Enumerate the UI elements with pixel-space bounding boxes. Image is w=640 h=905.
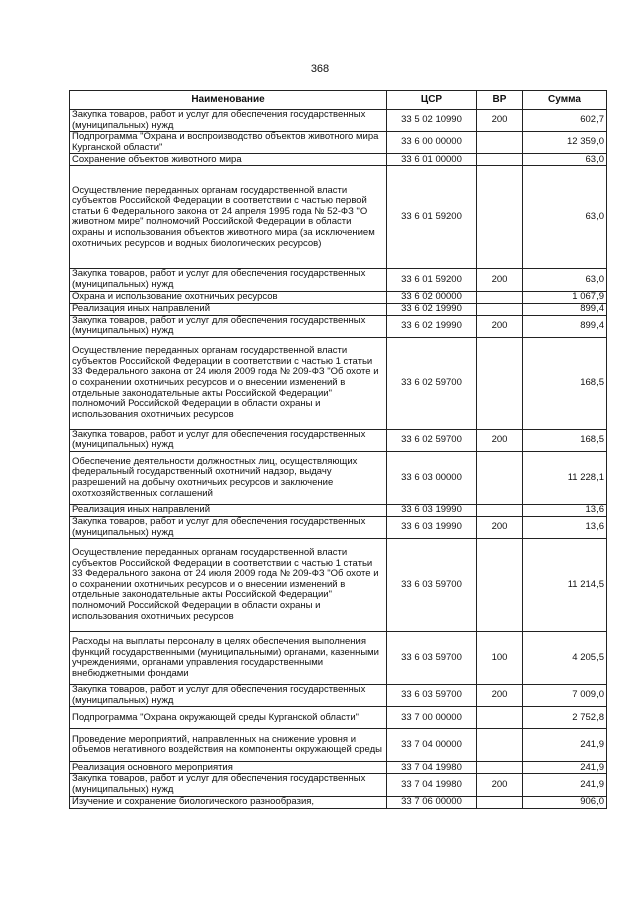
cell-sum: 899,4 xyxy=(523,315,607,337)
cell-vr: 200 xyxy=(477,269,523,291)
cell-sum: 168,5 xyxy=(523,429,607,451)
cell-sum: 602,7 xyxy=(523,110,607,132)
cell-name: Закупка товаров, работ и услуг для обеспечения государственных (муниципальных) нужд xyxy=(70,516,387,538)
cell-sum: 1 067,9 xyxy=(523,291,607,303)
header-vr: ВР xyxy=(477,91,523,110)
cell-name: Охрана и использование охотничьих ресурсов xyxy=(70,291,387,303)
cell-sum: 241,9 xyxy=(523,762,607,774)
table-row xyxy=(70,729,607,762)
cell-sum: 13,6 xyxy=(523,516,607,538)
header-sum: Сумма xyxy=(523,91,607,110)
page-number: 368 xyxy=(310,63,330,75)
table-row xyxy=(70,707,607,729)
cell-sum: 899,4 xyxy=(523,303,607,315)
cell-name: Закупка товаров, работ и услуг для обеспечения государственных (муниципальных) нужд xyxy=(70,774,387,796)
cell-csr: 33 6 00 00000 xyxy=(387,132,477,154)
budget-table xyxy=(69,90,607,809)
cell-csr: 33 6 01 59200 xyxy=(387,166,477,269)
table-row xyxy=(70,269,607,291)
cell-sum: 2 752,8 xyxy=(523,707,607,729)
table-row xyxy=(70,132,607,154)
cell-name: Осуществление переданных органам государственной власти субъектов Российской Федерации в соответствии с частью первой статьи 6 Федерального закона от 24 апреля 1995 года № 52-ФЗ "О животном мире" полномочий Российской Федерации в области охраны и использования объектов животного мира (за исключением охотничьих ресурсов и водных биологических ресурсов) xyxy=(70,166,387,269)
table-row xyxy=(70,796,607,808)
cell-name: Осуществление переданных органам государственной власти субъектов Российской Федерации в соответствии с частью 1 статьи 33 Федерального закона от 24 июля 2009 года № 209-ФЗ "Об охоте и о сохранении охотничьих ресурсов и о внесении изменений в отдельные законодательные акты Российской Федерации" полномочий Российской Федерации в области охраны и использования охотничьих ресурсов xyxy=(70,337,387,429)
cell-csr: 33 7 04 19980 xyxy=(387,762,477,774)
cell-sum: 241,9 xyxy=(523,729,607,762)
cell-vr: 200 xyxy=(477,774,523,796)
table-row xyxy=(70,774,607,796)
cell-csr: 33 6 01 59200 xyxy=(387,269,477,291)
cell-vr xyxy=(477,707,523,729)
cell-vr xyxy=(477,337,523,429)
table-row xyxy=(70,451,607,504)
cell-csr: 33 6 03 59700 xyxy=(387,632,477,685)
table-row xyxy=(70,516,607,538)
cell-name: Закупка товаров, работ и услуг для обеспечения государственных (муниципальных) нужд xyxy=(70,685,387,707)
cell-name: Изучение и сохранение биологического разнообразия, xyxy=(70,796,387,808)
cell-name: Подпрограмма "Охрана окружающей среды Курганской области" xyxy=(70,707,387,729)
cell-csr: 33 6 02 59700 xyxy=(387,337,477,429)
cell-sum: 63,0 xyxy=(523,154,607,166)
cell-vr: 200 xyxy=(477,429,523,451)
cell-vr xyxy=(477,796,523,808)
cell-vr xyxy=(477,166,523,269)
cell-vr: 200 xyxy=(477,685,523,707)
table-header-row xyxy=(70,91,607,110)
cell-name: Осуществление переданных органам государственной власти субъектов Российской Федерации в соответствии с частью 1 статьи 33 Федерального закона от 24 июля 2009 года № 209-ФЗ "Об охоте и о сохранении охотничьих ресурсов и о внесении изменений в отдельные законодательные акты Российской Федерации" полномочий Российской Федерации в области охраны и использования охотничьих ресурсов xyxy=(70,539,387,632)
table-row xyxy=(70,632,607,685)
cell-sum: 168,5 xyxy=(523,337,607,429)
cell-vr xyxy=(477,504,523,516)
cell-sum: 13,6 xyxy=(523,504,607,516)
cell-sum: 11 214,5 xyxy=(523,539,607,632)
cell-csr: 33 5 02 10990 xyxy=(387,110,477,132)
cell-csr: 33 7 04 00000 xyxy=(387,729,477,762)
cell-vr: 200 xyxy=(477,315,523,337)
cell-vr: 200 xyxy=(477,110,523,132)
cell-sum: 4 205,5 xyxy=(523,632,607,685)
header-name: Наименование xyxy=(70,91,387,110)
cell-name: Подпрограмма "Охрана и воспроизводство объектов животного мира Курганской области" xyxy=(70,132,387,154)
cell-csr: 33 6 02 00000 xyxy=(387,291,477,303)
cell-vr: 100 xyxy=(477,632,523,685)
cell-csr: 33 6 03 59700 xyxy=(387,539,477,632)
cell-vr xyxy=(477,154,523,166)
cell-csr: 33 6 02 19990 xyxy=(387,303,477,315)
cell-name: Реализация иных направлений xyxy=(70,303,387,315)
cell-csr: 33 7 06 00000 xyxy=(387,796,477,808)
table-row xyxy=(70,337,607,429)
cell-csr: 33 6 03 59700 xyxy=(387,685,477,707)
table-row xyxy=(70,110,607,132)
cell-name: Закупка товаров, работ и услуг для обеспечения государственных (муниципальных) нужд xyxy=(70,429,387,451)
cell-vr: 200 xyxy=(477,516,523,538)
cell-vr xyxy=(477,132,523,154)
cell-csr: 33 6 03 19990 xyxy=(387,504,477,516)
table-row xyxy=(70,166,607,269)
table-row xyxy=(70,303,607,315)
cell-csr: 33 6 02 59700 xyxy=(387,429,477,451)
cell-csr: 33 6 03 00000 xyxy=(387,451,477,504)
cell-vr xyxy=(477,291,523,303)
cell-name: Проведение мероприятий, направленных на снижение уровня и объемов негативного воздействия на компоненты окружающей среды xyxy=(70,729,387,762)
cell-name: Закупка товаров, работ и услуг для обеспечения государственных (муниципальных) нужд xyxy=(70,110,387,132)
cell-csr: 33 7 00 00000 xyxy=(387,707,477,729)
cell-sum: 906,0 xyxy=(523,796,607,808)
table-row xyxy=(70,315,607,337)
cell-csr: 33 6 03 19990 xyxy=(387,516,477,538)
cell-sum: 12 359,0 xyxy=(523,132,607,154)
table-row xyxy=(70,291,607,303)
cell-csr: 33 6 01 00000 xyxy=(387,154,477,166)
cell-vr xyxy=(477,451,523,504)
cell-vr xyxy=(477,303,523,315)
table-row xyxy=(70,762,607,774)
cell-vr xyxy=(477,539,523,632)
header-csr: ЦСР xyxy=(387,91,477,110)
cell-sum: 11 228,1 xyxy=(523,451,607,504)
table-row xyxy=(70,685,607,707)
cell-csr: 33 6 02 19990 xyxy=(387,315,477,337)
cell-csr: 33 7 04 19980 xyxy=(387,774,477,796)
table-row xyxy=(70,154,607,166)
cell-name: Закупка товаров, работ и услуг для обеспечения государственных (муниципальных) нужд xyxy=(70,315,387,337)
cell-name: Реализация основного мероприятия xyxy=(70,762,387,774)
cell-sum: 63,0 xyxy=(523,166,607,269)
cell-vr xyxy=(477,762,523,774)
cell-sum: 63,0 xyxy=(523,269,607,291)
table-row xyxy=(70,539,607,632)
cell-sum: 7 009,0 xyxy=(523,685,607,707)
table-row xyxy=(70,504,607,516)
cell-name: Сохранение объектов животного мира xyxy=(70,154,387,166)
cell-sum: 241,9 xyxy=(523,774,607,796)
cell-name: Расходы на выплаты персоналу в целях обеспечения выполнения функций государственными (муниципальными) органами, казенными учреждениями, органами управления государственными внебюджетными фондами xyxy=(70,632,387,685)
cell-vr xyxy=(477,729,523,762)
cell-name: Закупка товаров, работ и услуг для обеспечения государственных (муниципальных) нужд xyxy=(70,269,387,291)
cell-name: Реализация иных направлений xyxy=(70,504,387,516)
cell-name: Обеспечение деятельности должностных лиц, осуществляющих федеральный государственный охотничий надзор, выдачу разрешений на добычу охотничьих ресурсов и заключение охотхозяйственных соглашений xyxy=(70,451,387,504)
table-row xyxy=(70,429,607,451)
